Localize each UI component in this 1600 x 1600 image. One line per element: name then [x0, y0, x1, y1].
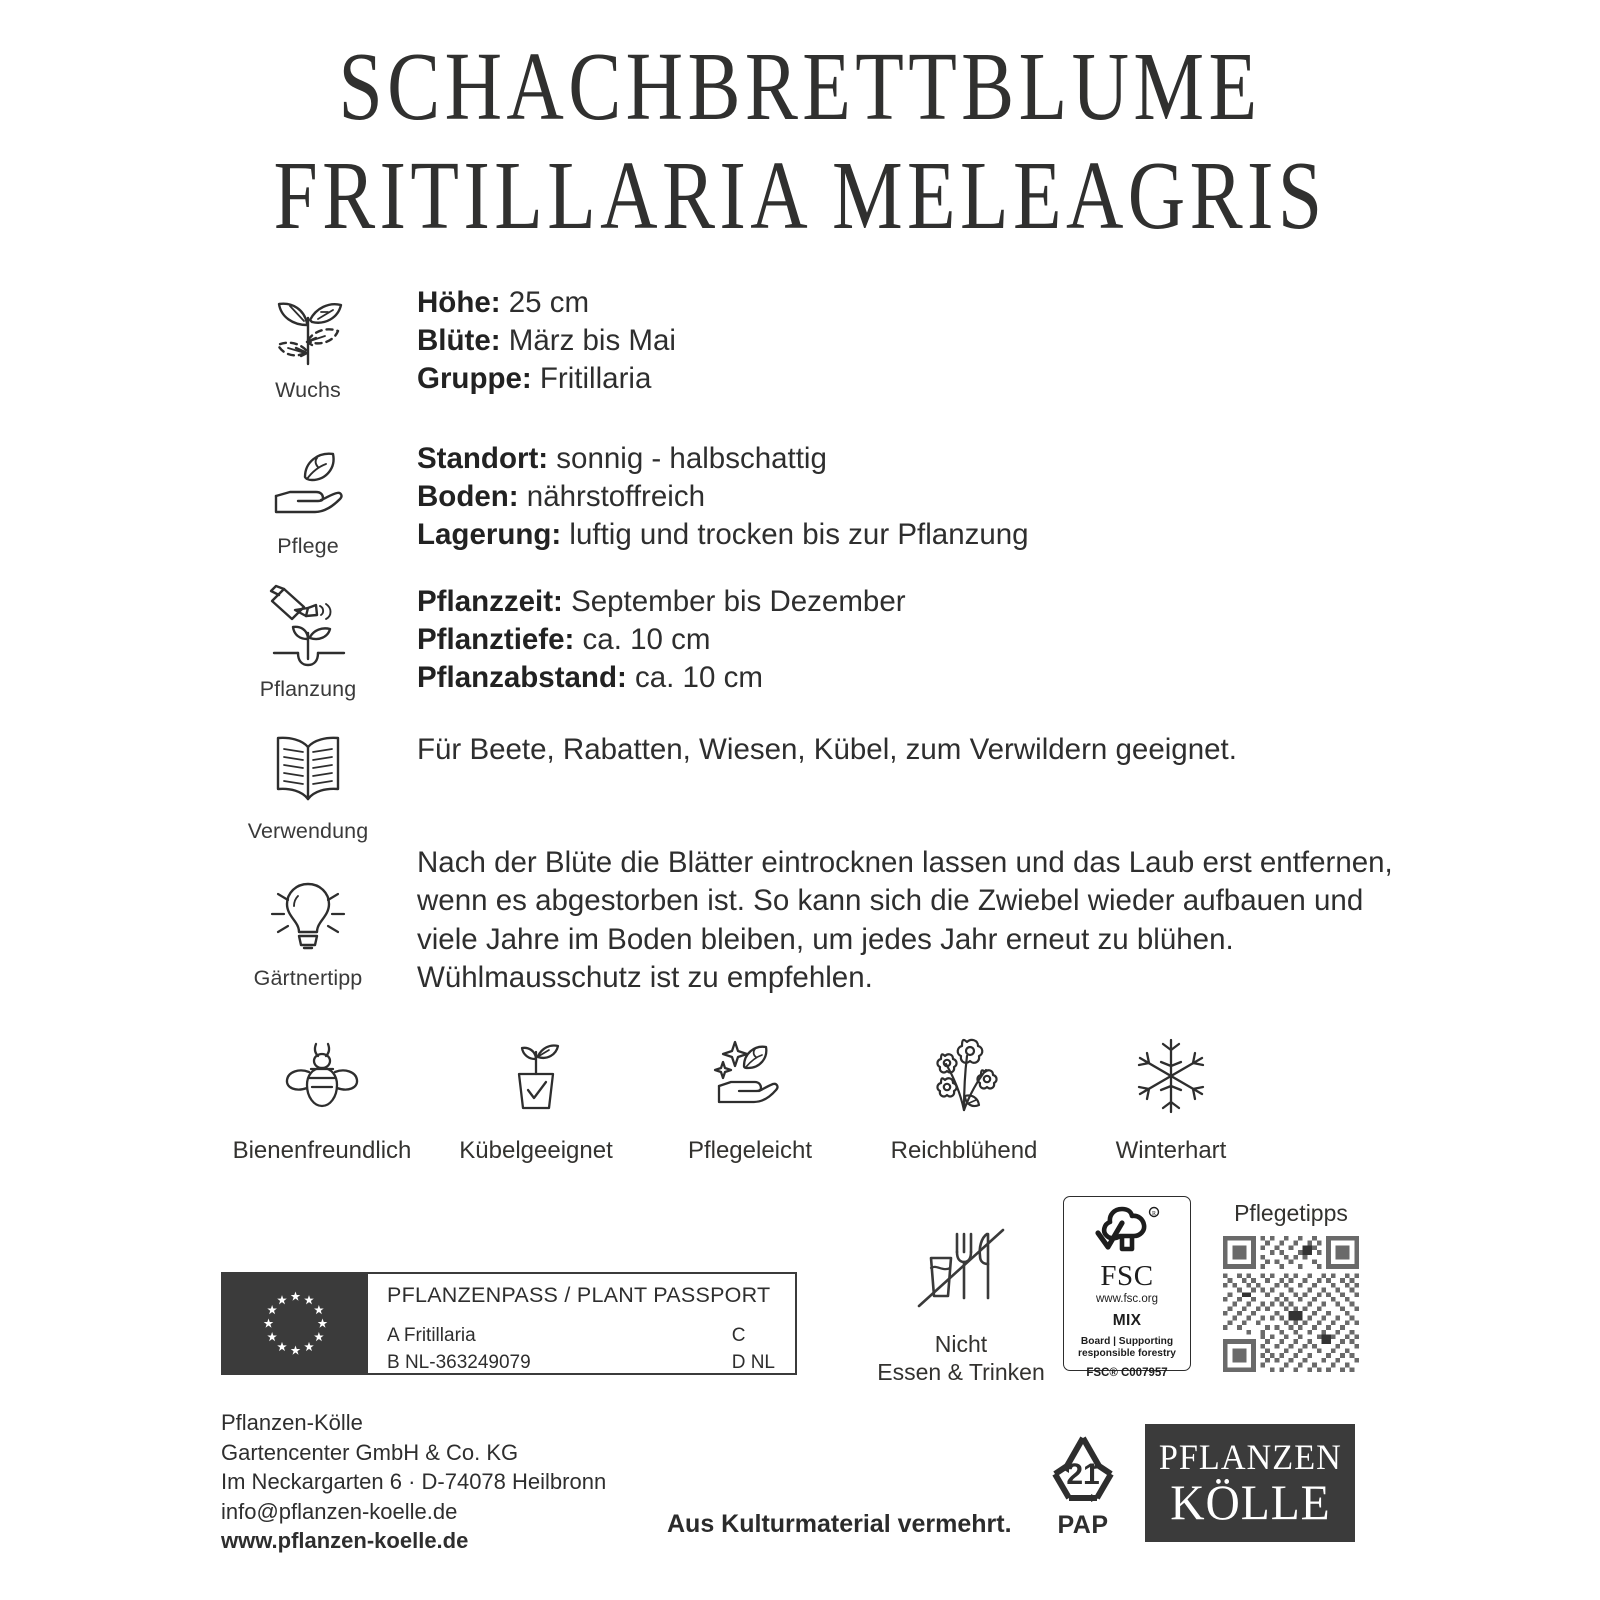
pflanzung-value-1: ca. 10 cm: [574, 622, 711, 656]
pflanzung-value-2: ca. 10 cm: [626, 660, 763, 694]
gaertnertipp-icon-cell: [0, 844, 388, 991]
pflanzung-icon-cell: [0, 577, 388, 702]
recycling-label: PAP: [1057, 1511, 1109, 1539]
info-row-wuchs: [0, 278, 1600, 434]
feature-label-reichbluehend: Reichblühend: [890, 1137, 1038, 1164]
potted-plant-check-icon: [492, 1032, 580, 1120]
no-eating-drinking-label: [866, 1330, 1056, 1387]
svg-text:R: R: [1151, 1211, 1157, 1217]
open-book-icon: [260, 719, 356, 815]
address-email[interactable]: info@pflanzen-koelle.de: [221, 1498, 458, 1524]
lightbulb-icon: [260, 866, 356, 962]
feature-reichbluehend: [857, 1032, 1071, 1165]
pflege-text: [388, 434, 1029, 554]
gaertnertipp-text: [388, 844, 1427, 997]
passport-title: PFLANZENPASS / PLANT PASSPORT: [387, 1283, 771, 1307]
title-common-name: SCHACHBRETTBLUME: [338, 33, 1262, 140]
pflanzung-caption: Pflanzung: [259, 677, 357, 701]
gaertnertipp-caption: Gärtnertipp: [253, 966, 363, 990]
info-row-pflege: [0, 434, 1600, 577]
no-eating-drinking-icon: [907, 1212, 1015, 1320]
wuchs-icon-cell: [0, 278, 388, 403]
bee-icon: [278, 1032, 366, 1120]
pflege-caption: Pflege: [277, 534, 339, 558]
pflege-icon-cell: [0, 434, 388, 559]
pflanzung-value-0: September bis Dezember: [562, 585, 906, 618]
qr-code-icon[interactable]: [1223, 1236, 1359, 1372]
info-section: [0, 278, 1600, 1014]
passport-line-a: A Fritillaria: [387, 1325, 476, 1346]
watering-can-seedling-icon: [260, 577, 356, 673]
info-row-gaertnertipp: [0, 844, 1600, 1014]
pflanzung-label-0: Pflanzzeit:: [417, 585, 563, 618]
address-line-2: Gartencenter GmbH & Co. KG: [221, 1439, 519, 1465]
passport-line-b: B NL-363249079: [387, 1352, 531, 1374]
wuchs-label-0: Höhe:: [417, 286, 501, 319]
brand-logo: [1145, 1424, 1355, 1542]
fsc-url: www.fsc.org: [1096, 1293, 1158, 1305]
wuchs-value-0: 25 cm: [500, 286, 590, 319]
verwendung-icon-cell: [0, 719, 388, 844]
wuchs-label-1: Blüte:: [417, 323, 501, 357]
info-row-verwendung: [0, 719, 1600, 844]
passport-details: [368, 1274, 795, 1373]
fsc-desc-line-2: responsible forestry: [1078, 1348, 1176, 1360]
wuchs-caption: Wuchs: [275, 378, 341, 402]
fsc-wordmark: FSC: [1100, 1260, 1154, 1292]
feature-label-kuebelgeeignet: Kübelgeeignet: [459, 1137, 613, 1164]
address-line-3: Im Neckargarten 6 · D-74078 Heilbronn: [221, 1469, 607, 1495]
pflege-label-1: Boden:: [417, 479, 519, 513]
verwendung-paragraph: Für Beete, Rabatten, Wiesen, Kübel, zum Verwildern geeignet.: [417, 733, 1237, 766]
fsc-tree-checkmark-icon: [1092, 1203, 1162, 1261]
culture-material-note: Aus Kulturmaterial vermehrt.: [667, 1510, 1012, 1538]
fsc-desc-line-1: Board | Supporting: [1080, 1336, 1174, 1347]
hand-leaf-icon: [260, 434, 356, 530]
passport-line-c: C: [731, 1325, 746, 1346]
qr-title: Pflegetipps: [1234, 1200, 1348, 1226]
fsc-mix-label: MIX: [1112, 1312, 1142, 1329]
care-tips-qr-block[interactable]: [1216, 1200, 1366, 1372]
passport-line-d: D NL: [731, 1352, 775, 1374]
pflanzung-label-1: Pflanztiefe:: [417, 622, 575, 656]
feature-badges: [215, 1032, 1345, 1165]
pflege-value-0: sonnig - halbschattig: [548, 442, 827, 475]
fsc-certification-badge: [1063, 1196, 1191, 1379]
feature-label-bienenfreundlich: Bienenfreundlich: [232, 1137, 412, 1164]
brand-line-1: PFLANZEN: [1158, 1436, 1342, 1477]
page-title: [0, 33, 1600, 249]
recycling-badge: [1031, 1432, 1135, 1540]
recycling-number: 21: [1066, 1458, 1100, 1491]
pflege-value-1: nährstoffreich: [518, 479, 705, 513]
pflege-label-2: Lagerung:: [417, 517, 562, 551]
wuchs-text: [388, 278, 676, 398]
title-botanical-name: FRITILLARIA MELEAGRIS: [273, 141, 1327, 249]
feature-bienenfreundlich: [215, 1032, 429, 1165]
pflege-value-2: luftig und trocken bis zur Pflanzung: [561, 517, 1029, 551]
plant-passport: [221, 1272, 797, 1375]
plant-growth-icon: [260, 278, 356, 374]
feature-pflegeleicht: [643, 1032, 857, 1165]
wuchs-label-2: Gruppe:: [417, 361, 532, 395]
fsc-description: [1078, 1336, 1176, 1361]
feature-winterhart: [1071, 1032, 1271, 1165]
eu-flag-icon: [223, 1274, 368, 1373]
passport-cd-lines: [732, 1322, 775, 1376]
feature-label-winterhart: Winterhart: [1115, 1137, 1227, 1164]
warn-line-1: Nicht: [934, 1331, 988, 1357]
verwendung-text: [388, 719, 1237, 769]
fsc-license-code: FSC® C007957: [1086, 1366, 1168, 1379]
info-row-pflanzung: [0, 577, 1600, 719]
wuchs-value-2: Fritillaria: [531, 361, 652, 395]
snowflake-icon: [1127, 1032, 1215, 1120]
pflanzung-label-2: Pflanzabstand:: [417, 660, 627, 694]
company-address: [221, 1408, 606, 1556]
wuchs-value-1: März bis Mai: [500, 323, 676, 357]
pflanzung-text: [388, 577, 906, 697]
pflege-label-0: Standort:: [417, 442, 549, 475]
address-website[interactable]: www.pflanzen-koelle.de: [221, 1528, 469, 1554]
warn-line-2: Essen & Trinken: [877, 1359, 1045, 1386]
passport-ab-lines: [387, 1322, 531, 1376]
verwendung-caption: Verwendung: [247, 819, 369, 843]
flower-bouquet-icon: [920, 1032, 1008, 1120]
hand-leaf-sparkle-icon: [706, 1032, 794, 1120]
gaertnertipp-paragraph: Nach der Blüte die Blätter eintrocknen lassen und das Laub erst entfernen, wenn es abgestorben ist. So kann sich die Zwiebel wieder aufbauen und viele Jahre im Boden bleiben, um jedes Jahr erneut zu blühen. Wühlmausschutz ist zu empfehlen.: [417, 846, 1393, 995]
no-eating-drinking-badge: [866, 1212, 1056, 1387]
feature-kuebelgeeignet: [429, 1032, 643, 1165]
brand-line-2: KÖLLE: [1169, 1473, 1331, 1530]
address-line-1: Pflanzen-Kölle: [221, 1410, 363, 1435]
feature-label-pflegeleicht: Pflegeleicht: [687, 1137, 813, 1164]
recycling-triangle-icon: [1039, 1432, 1127, 1508]
